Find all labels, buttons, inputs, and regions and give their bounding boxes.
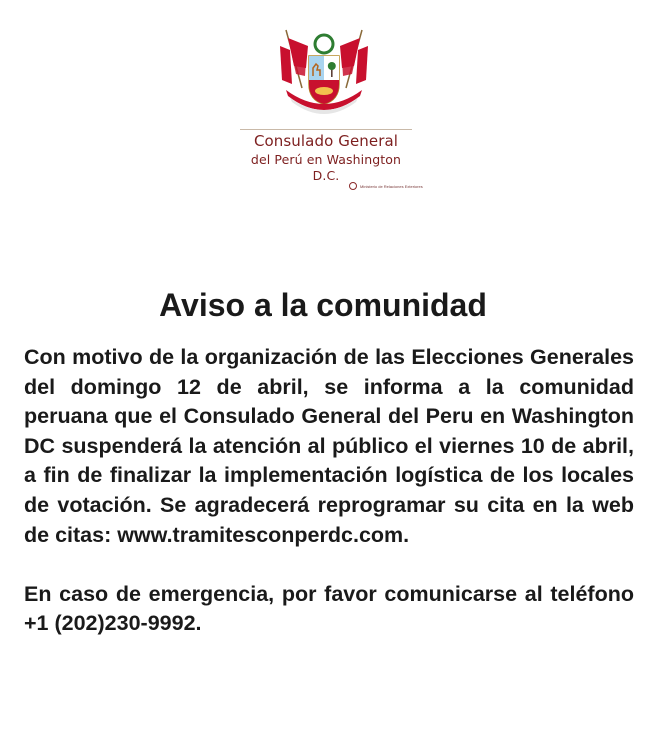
consulate-name <box>236 132 416 184</box>
consulate-name-line1: Consulado General <box>253 132 399 150</box>
notice-paragraph-2: En caso de emergencia, por favor comunicarse al teléfono +1 (202)230-9992. <box>24 581 634 636</box>
consulate-header <box>0 26 662 196</box>
ministry-label: Ministerio de Relaciones Exteriores <box>360 183 423 189</box>
divider <box>240 129 412 130</box>
notice-paragraph-1: Con motivo de la organización de las Elecciones Generales del domingo 12 de abril, se informa a la comunidad peruana que el Consulado General del Peru en Washington DC suspenderá la atención al público el viernes 10 de abril, a fin de finalizar la implementación logística de los locales de votación. Se agradecerá reprogramar su cita en la web de citas: www.tramitesconperdc.com. <box>24 345 634 547</box>
notice-body <box>24 343 634 639</box>
notice-title: Aviso a la comunidad <box>159 287 487 324</box>
ministry-seal-icon <box>349 182 357 190</box>
peru-coat-of-arms-icon <box>272 26 376 122</box>
consulate-name-line2: del Perú en Washington D.C. <box>250 152 402 183</box>
ministry-mark <box>349 182 423 190</box>
